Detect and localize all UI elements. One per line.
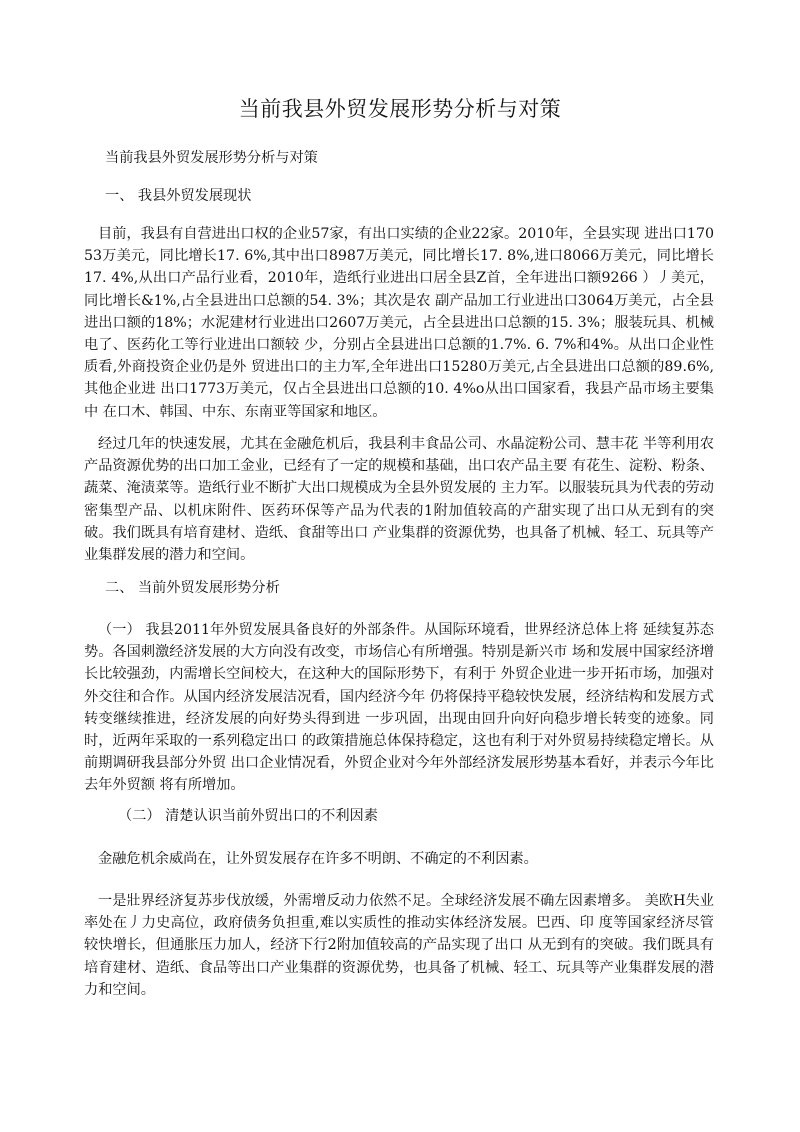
page-title: 当前我县外贸发展形势分析与对策 [238, 97, 562, 121]
paragraph-financial-crisis: 金融危机余威尚在，让外贸发展存在许多不明朗、不确定的不利因素。 [98, 851, 538, 867]
section-heading-current-status: 一、 我县外贸发展现状 [105, 188, 252, 204]
paragraph-external-conditions: （一） 我县2011年外贸发展具备良好的外部条件。从国际环境看，世界经济总体上将 延续复苏态势。各国刺激经济发展的大方向没有改变，市场信心有所增强。特别是新兴市 场和发展中国家经济增长比较强劲，内需增长空间校大，在这种大的国际形势下，有利于 外贸企业进一步开拓市场，加强对外交往和合作。从国内经济发展洁况看，国内经济今年 仍将保持平稳较快发展，经济结构和发展方式转变继续推进，经济发展的向好势头得到进 一步巩固，出现由回升向好向稳步增长转变的迹象。同时，近两年采取的一系列稳定出口 的政策措施总体保持稳定，这也有利于对外贸易持续稳定增长。从前期调研我县部分外贸 出口企业情况看，外贸企业对今年外部经济发展形势基本看好，并表示今年比去年外贸额 将有所增加。 [84, 622, 714, 794]
paragraph-world-economy: 一是壯界经济复苏步伐放缓，外需增反动力依然不足。全球经济发展不确左因素增多。 美欧H失业率处在丿力史高位，政府债务负担重,难以实质性的推动实体经济发展。巴西、印 度等国家经济尽管较快增长，但通胀压力加人，经济下行2附加值较高的产品实现了出口 从无到有的突破。我们既具有培育建材、造纸、食品等出口产业集群的资源优势，也具备了机械、轻工、玩具等产业集群发展的潜力和空间。 [84, 893, 714, 998]
subsection-heading-unfavorable-factors: （二） 清楚认识当前外贸出口的不利因素 [118, 808, 378, 824]
paragraph-status: 目前，我县有自营进出口权的企业57家，有出口实绩的企业22家。2010年，全县实现 进出口17053万美元，同比增长17. 6%,其中出口8987万美元，同比增长17. 8%,进口8066万美元，同比增长17. 4%,从出口产品行业看，2010年，造纸行业进出口居全县Z首，全年进出口额9266 ）丿美元，同比增长&1%,占全县进出口总额的54. 3%；其次是农 副产品加工行业进出口3064万美元，占全县进出口额的18%；水泥建材行业进出口2607万美元，占全县进出口总额的15. 3%；服装玩具、机械电了、医药化工等行业进出口额较 少，分别占全县进出口总额的1.7%. 6. 7%和4%。从出口企业性质看,外商投资企业仍是外 贸进出口的主力军,全年进出口15280万美元,占全县进出口总额的89.6%,其他企业进 出口1773万美元，仅占全县进出口总额的10. 4%o从出口国家看，我县产品市场主要集中 在口木、韩国、中东、东南亚等国家和地区。 [84, 226, 714, 420]
section-heading-analysis: 二、 当前外贸发展形势分析 [105, 580, 280, 596]
paragraph-development: 经过几年的快速发展，尤其在金融危机后，我县利丰食品公司、水晶淀粉公司、慧丰花 半等利用农产品资源优势的出口加工金业，已经有了一定的规模和基础，出口农产品主要 有花生、淀粉、粉条、蔬菜、淹渍菜等。造纸行业不断扩大出口规模成为全县外贸发展的 主力军。以服装玩具为代表的劳动密集型产品、以机床附件、医药环保等产品为代表的1附加值较高的产甜实现了出口从无到有的突破。我们既具有培育建材、造纸、食甜等出口 产业集群的资源优势，也具备了机械、轻工、玩具等产业集群发展的潜力和空间。 [84, 436, 714, 564]
document-subtitle: 当前我县外贸发展形势分析与对策 [105, 150, 318, 166]
